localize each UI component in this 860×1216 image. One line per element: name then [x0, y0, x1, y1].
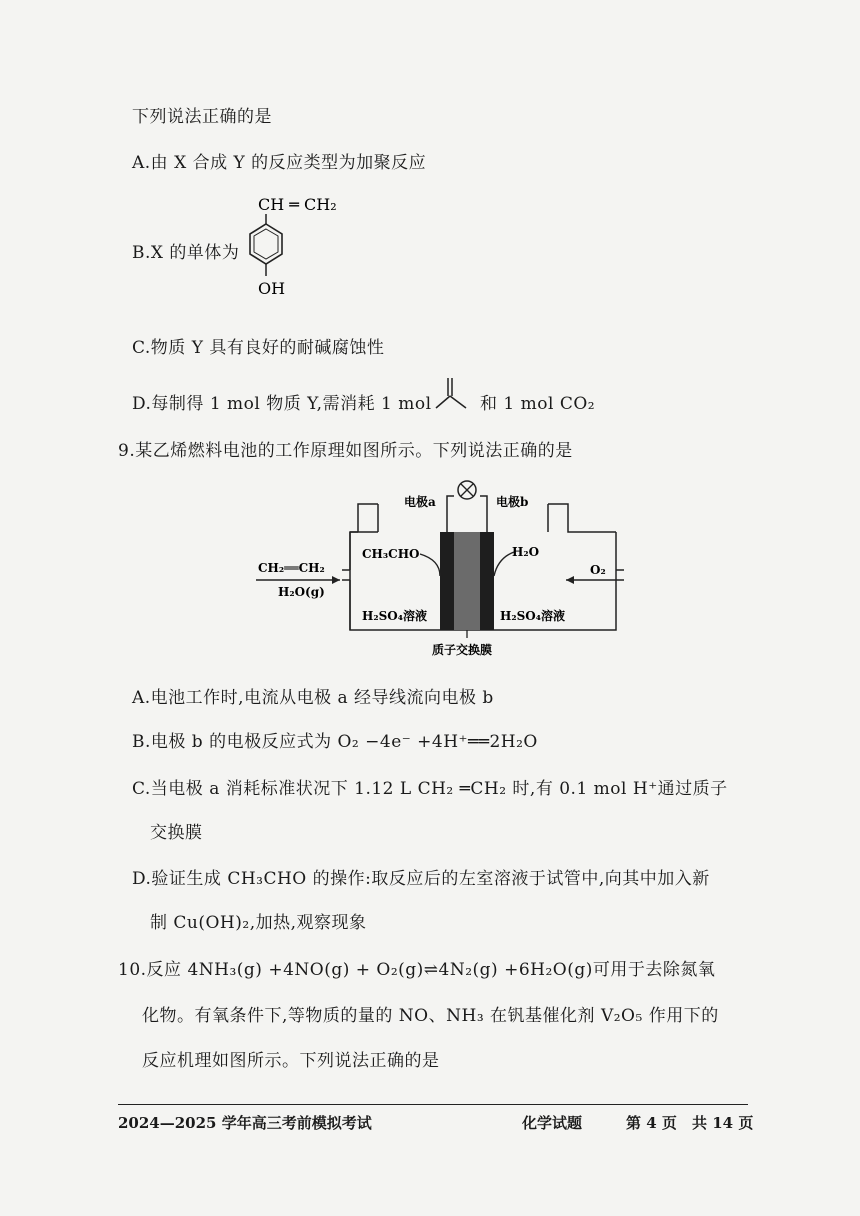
q10-line2: 化物。有氧条件下,等物质的量的 NO、NH₃ 在钒基催化剂 V₂O₅ 作用下的 [142, 1006, 719, 1026]
q9-option-a: A.电池工作时,电流从电极 a 经导线流向电极 b [132, 688, 494, 708]
electrode-b-label: 电极b [496, 495, 529, 509]
ethylene-input-label: CH₂══CH₂ [258, 561, 325, 575]
footer-total-pages: 共 14 页 [692, 1114, 754, 1132]
q9-option-b: B.电极 b 的电极反应式为 O₂ −4e⁻ +4H⁺══2H₂O [132, 732, 538, 752]
q8-option-d-prefix: D.每制得 1 mol 物质 Y,需消耗 1 mol [132, 394, 432, 414]
footer-rule [118, 1104, 748, 1105]
propene-skeletal-icon [430, 374, 474, 414]
fuel-cell-diagram [250, 476, 630, 666]
vinyl-group-label: CH ═ CH₂ [258, 195, 337, 214]
water-product-label: H₂O [512, 545, 540, 559]
electrode-b [480, 532, 494, 630]
membrane-label: 质子交换膜 [432, 643, 493, 657]
footer-exam-title: 2024—2025 学年高三考前模拟考试 [118, 1114, 372, 1132]
right-solution-label: H₂SO₄溶液 [500, 609, 565, 623]
hydroxyl-label: OH [258, 279, 286, 298]
q10-line1: 10.反应 4NH₃(g) +4NO(g) + O₂(g)⇌4N₂(g) +6H₂O(g)可用于去除氮氧 [118, 960, 716, 980]
q8-option-d-suffix: 和 1 mol CO₂ [480, 394, 596, 414]
q8-prompt: 下列说法正确的是 [132, 107, 272, 127]
left-solution-label: H₂SO₄溶液 [362, 609, 427, 623]
oxygen-input-label: O₂ [590, 563, 606, 577]
electrode-a [440, 532, 454, 630]
q10-line3: 反应机理如图所示。下列说法正确的是 [142, 1051, 440, 1071]
acetaldehyde-label: CH₃CHO [362, 547, 420, 561]
q9-option-d-line2: 制 Cu(OH)₂,加热,观察现象 [150, 913, 367, 933]
q8-option-b-structure [240, 188, 380, 308]
q9-option-c-line2: 交换膜 [150, 823, 203, 843]
proton-exchange-membrane [454, 532, 480, 630]
electrode-a-label: 电极a [404, 495, 436, 509]
q8-option-c: C.物质 Y 具有良好的耐碱腐蚀性 [132, 338, 385, 358]
q9-stem: 9.某乙烯燃料电池的工作原理如图所示。下列说法正确的是 [118, 441, 573, 461]
footer-subject: 化学试题 [522, 1114, 583, 1132]
footer-page-number: 第 4 页 [626, 1114, 677, 1132]
q9-option-c-line1: C.当电极 a 消耗标准状况下 1.12 L CH₂ ═CH₂ 时,有 0.1 mol H⁺通过质子 [132, 779, 728, 799]
q9-option-d-line1: D.验证生成 CH₃CHO 的操作:取反应后的左室溶液于试管中,向其中加入新 [132, 869, 710, 889]
q8-option-a: A.由 X 合成 Y 的反应类型为加聚反应 [132, 153, 427, 173]
water-vapor-label: H₂O(g) [278, 585, 325, 599]
q8-option-b-prefix: B.X 的单体为 [132, 243, 240, 263]
benzene-ring-icon [250, 224, 282, 264]
